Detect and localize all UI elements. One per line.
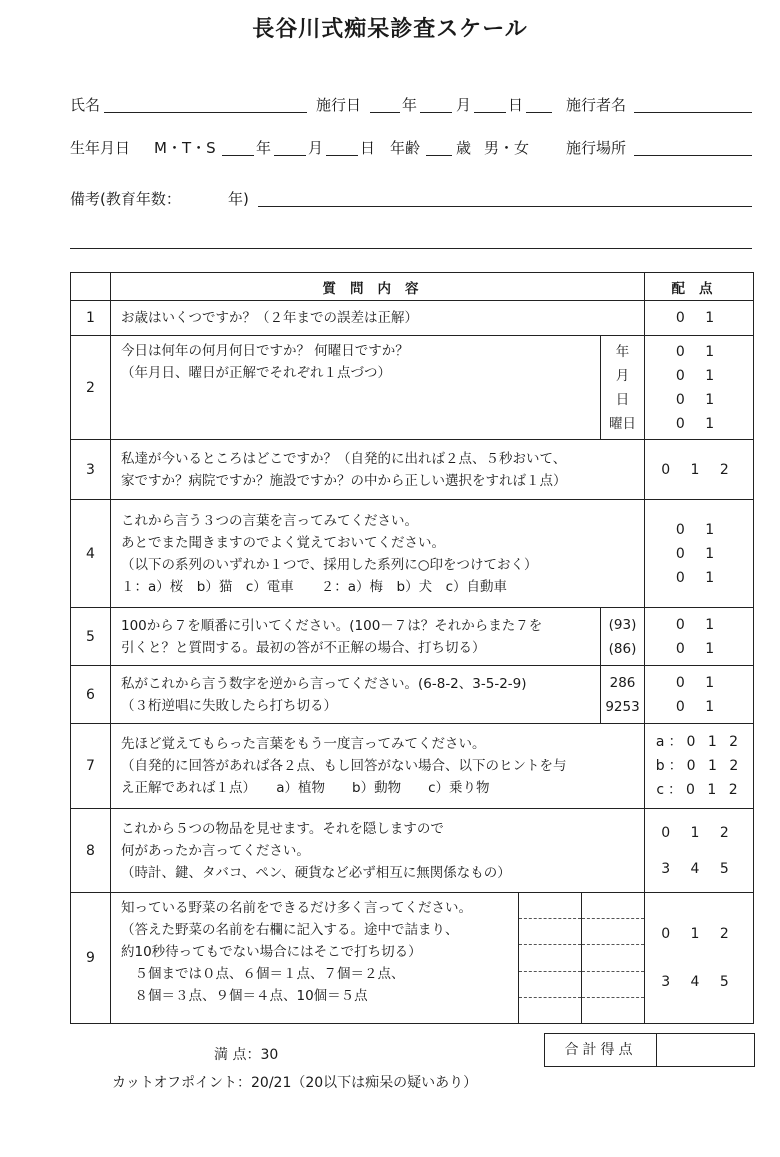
- sub-items: [601, 666, 645, 724]
- vegetable-entry[interactable]: [582, 998, 644, 1023]
- question-text: [111, 301, 645, 336]
- table-row: [71, 809, 754, 893]
- table-row: [71, 666, 754, 724]
- question-line: これから言う３つの言葉を言ってみてください。: [121, 512, 418, 529]
- score-value[interactable]: 0 1: [675, 616, 723, 633]
- question-line: １：a）桜 b）猫 c）電車 ２：a）梅 b）犬 c）自動車: [121, 578, 508, 595]
- sub-item: (93): [608, 616, 637, 633]
- table-header-row: [71, 273, 754, 301]
- total-score-field[interactable]: [657, 1034, 754, 1066]
- sub-items: [601, 336, 645, 440]
- exec-year-unit: 年: [402, 96, 418, 114]
- remarks-label: 備考(教育年数：: [70, 190, 181, 208]
- examiner-label: 施行者名: [566, 96, 627, 114]
- row-number: 5: [71, 608, 111, 666]
- vegetable-column-1: [518, 893, 581, 1023]
- header-score: 配点: [645, 273, 754, 301]
- exec-date-label: 施行日: [316, 96, 362, 114]
- score-value[interactable]: 0 1: [675, 569, 723, 586]
- question-line: （以下の系列のいずれか１つで、採用した系列に○印をつけておく）: [121, 556, 538, 573]
- vegetable-entry[interactable]: [582, 945, 644, 971]
- vegetable-entry[interactable]: [519, 998, 581, 1023]
- place-label: 施行場所: [566, 139, 627, 157]
- question-text: [111, 608, 601, 666]
- question-text: [111, 893, 518, 1023]
- score-value[interactable]: 0 1: [675, 674, 723, 691]
- sub-item: (86): [608, 640, 637, 657]
- vegetable-entry[interactable]: [582, 893, 644, 919]
- vegetable-area: [111, 893, 644, 1023]
- row-number: 2: [71, 336, 111, 440]
- age-field[interactable]: [426, 155, 452, 156]
- exec-day-tail: [526, 112, 552, 113]
- birth-month-field[interactable]: [274, 155, 306, 156]
- exec-day-unit: 日: [508, 96, 524, 114]
- score-value[interactable]: 0 1: [675, 367, 723, 384]
- header-question: 質問内容: [111, 273, 645, 301]
- score-options[interactable]: [645, 301, 754, 336]
- exec-month-field[interactable]: [420, 112, 452, 113]
- score-value[interactable]: 3 4 5: [661, 974, 737, 990]
- question-line: （自発的に回答があれば各２点、もし回答がない場合、以下のヒントを与: [121, 758, 567, 774]
- exec-year-field[interactable]: [370, 112, 400, 113]
- sub-item: 月: [615, 367, 630, 384]
- birth-month-unit: 月: [308, 139, 324, 157]
- question-line: （３桁逆唱に失敗したら打ち切る）: [121, 697, 337, 714]
- question-line: 私がこれから言う数字を逆から言ってください。(6-8-2、3-5-2-9): [121, 675, 527, 692]
- sub-item: 曜日: [609, 415, 636, 432]
- sub-item: 9253: [605, 698, 640, 715]
- score-options: [645, 500, 754, 608]
- score-value[interactable]: 0 1: [675, 310, 723, 326]
- full-score-note: 満 点：30: [214, 1047, 279, 1063]
- row-number: 1: [71, 301, 111, 336]
- age-unit: 歳: [456, 139, 472, 157]
- question-line: あとでまた聞きますのでよく覚えておいてください。: [121, 534, 445, 551]
- question-line: え正解であれば１点） a）植物 b）動物 c）乗り物: [121, 780, 490, 796]
- question-line: 先ほど覚えてもらった言葉をもう一度言ってみてください。: [121, 736, 486, 752]
- score-value[interactable]: b：0 1 2: [655, 758, 743, 774]
- vegetable-entry[interactable]: [582, 972, 644, 998]
- table-row: [71, 893, 754, 1024]
- score-options: [645, 893, 754, 1024]
- score-options: [645, 666, 754, 724]
- question-line: 100から７を順番に引いてください。(100－７は？それからまた７を: [121, 617, 543, 634]
- vegetable-entry[interactable]: [519, 972, 581, 998]
- remarks-year-unit: 年): [228, 190, 249, 208]
- total-score-box: [544, 1033, 755, 1067]
- birth-year-unit: 年: [256, 139, 272, 157]
- score-value[interactable]: 0 1 2: [661, 461, 737, 478]
- remarks-field[interactable]: [258, 206, 752, 207]
- total-score-label: 合計得点: [545, 1034, 657, 1066]
- score-options[interactable]: [645, 440, 754, 500]
- table-row: [71, 724, 754, 809]
- question-line: お歳はいくつですか？（２年までの誤差は正解）: [121, 310, 418, 326]
- vegetable-entry[interactable]: [519, 919, 581, 945]
- row-number: 8: [71, 809, 111, 893]
- table-row: [71, 608, 754, 666]
- score-value[interactable]: 0 1: [675, 640, 723, 657]
- question-line: （年月日、曜日が正解でそれぞれ１点づつ）: [121, 365, 391, 381]
- vegetable-column-2: [581, 893, 644, 1023]
- remarks-extra-line[interactable]: [70, 248, 752, 249]
- question-line: ８個＝３点、９個＝４点、10個＝５点: [121, 988, 368, 1004]
- place-field[interactable]: [634, 155, 752, 156]
- era-options[interactable]: M・T・S: [154, 139, 216, 157]
- exec-day-field[interactable]: [474, 112, 506, 113]
- sub-items: [601, 608, 645, 666]
- question-line: 引くと？と質問する。最初の答が不正解の場合、打ち切る）: [121, 639, 486, 656]
- score-options: [645, 608, 754, 666]
- vegetable-entry[interactable]: [582, 919, 644, 945]
- row-number: 6: [71, 666, 111, 724]
- table-row: [71, 336, 754, 440]
- header-num-cell: [71, 273, 111, 301]
- table-row: [71, 440, 754, 500]
- question-text: [111, 809, 645, 893]
- sub-item: 日: [615, 391, 630, 408]
- question-line: （答えた野菜の名前を右欄に記入する。途中で詰まり、: [121, 922, 459, 938]
- birth-day-unit: 日: [360, 139, 376, 157]
- score-value[interactable]: 0 1 2: [661, 926, 737, 942]
- score-value[interactable]: 0 1: [675, 521, 723, 538]
- question-line: ５個までは０点、６個＝１点、７個＝２点、: [121, 966, 405, 982]
- birth-year-field[interactable]: [222, 155, 254, 156]
- score-value[interactable]: 0 1 2: [661, 824, 737, 841]
- sub-item: 286: [609, 674, 636, 691]
- examiner-field[interactable]: [634, 112, 752, 113]
- question-text: [111, 440, 645, 500]
- question-line: 知っている野菜の名前をできるだけ多く言ってください。: [121, 900, 472, 916]
- question-line: これから５つの物品を見せます。それを隠しますので: [121, 820, 444, 837]
- score-value[interactable]: c：0 1 2: [656, 782, 742, 798]
- question-text: [111, 500, 645, 608]
- sub-item: 年: [615, 343, 630, 360]
- row-number: 9: [71, 893, 111, 1024]
- assessment-table: [70, 272, 754, 1024]
- question-line: 何があったか言ってください。: [121, 842, 310, 859]
- question-line: 私達が今いるところはどこですか？（自発的に出れば２点、５秒おいて、: [121, 450, 567, 467]
- form-title: 長谷川式痴呆診査スケール: [252, 17, 528, 42]
- question-line: 約10秒待ってもでない場合にはそこで打ち切る）: [121, 944, 422, 960]
- score-options: [645, 724, 754, 809]
- name-label: 氏名: [70, 96, 101, 114]
- sex-options[interactable]: 男・女: [484, 139, 530, 157]
- question-line: （時計、鍵、タバコ、ペン、硬貨など必ず相互に無関係なもの）: [121, 864, 511, 881]
- row-number: 7: [71, 724, 111, 809]
- score-value[interactable]: a：0 1 2: [655, 734, 743, 750]
- exec-month-unit: 月: [456, 96, 472, 114]
- score-value[interactable]: 0 1: [675, 343, 723, 360]
- vegetable-entry[interactable]: [519, 893, 581, 919]
- birth-day-field[interactable]: [326, 155, 358, 156]
- question-text: [111, 336, 601, 440]
- score-options: [645, 809, 754, 893]
- table-row: [71, 500, 754, 608]
- question-line: 家ですか？病院ですか？施設ですか？の中から正しい選択をすれば１点）: [121, 472, 567, 489]
- cutoff-note: カットオフポイント：20/21（20以下は痴呆の疑いあり）: [112, 1075, 478, 1091]
- score-value[interactable]: 0 1: [675, 391, 723, 408]
- score-value[interactable]: 0 1: [675, 698, 723, 715]
- birth-label: 生年月日: [70, 139, 131, 157]
- name-field[interactable]: [104, 112, 307, 113]
- age-label: 年齢: [390, 139, 421, 157]
- table-row: [71, 301, 754, 336]
- score-value[interactable]: 0 1: [675, 415, 723, 432]
- score-value[interactable]: 0 1: [675, 545, 723, 562]
- row-number: 4: [71, 500, 111, 608]
- question-text: [111, 724, 645, 809]
- vegetable-entry[interactable]: [519, 945, 581, 971]
- score-options: [645, 336, 754, 440]
- score-value[interactable]: 3 4 5: [661, 860, 737, 877]
- question-text: [111, 666, 601, 724]
- row-number: 3: [71, 440, 111, 500]
- question-cell: [111, 893, 645, 1024]
- question-line: 今日は何年の何月何日ですか？ 何曜日ですか？: [121, 343, 409, 359]
